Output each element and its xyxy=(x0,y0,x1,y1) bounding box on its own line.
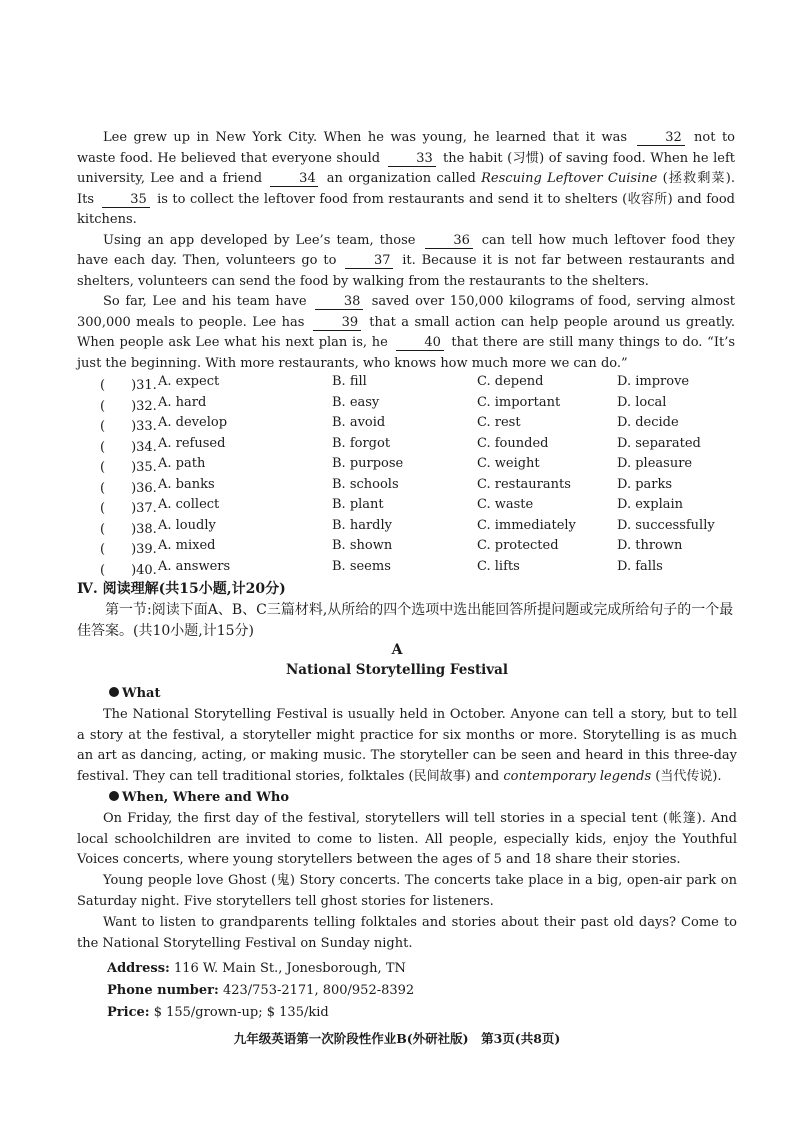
option-row-35 xyxy=(100,456,740,477)
option-b: B. seems xyxy=(332,558,391,574)
option-d: D. parks xyxy=(617,476,673,492)
option-row-38 xyxy=(100,518,740,539)
option-b: B. fill xyxy=(332,374,367,389)
cloze-paragraph-1: Lee grew up in New York City. When he was young, he learned that it was 32 not to waste food. He believed that everyone should 33 the habit (习惯) of saving food. When he left university, Lee and a friend 34 an organization called Rescuing Leftover Cuisine (拯救剩菜). Its 35 is to collect the leftover food from restaurants and send it to shelters (收容所) and food kitchens. xyxy=(77,130,735,227)
blank-37: 37 xyxy=(345,253,393,269)
option-c: C. lifts xyxy=(477,558,520,574)
phone-line: Phone number: 423/753-2171, 800/952-8392 xyxy=(107,983,415,998)
option-d: D. thrown xyxy=(617,538,683,553)
what-paragraph: The National Storytelling Festival is usually held in October. Anyone can tell a story, but to tell a story at the festival, a storyteller might practice for six months or more. Storytelling is as much an art as dancing, acting, or making music. The storyteller can be seen and heard in this three-day festival. They can tell traditional stories, folktales (民间故事) and contemporary legends (当代传说). xyxy=(77,706,737,785)
option-a: A. banks xyxy=(158,476,215,492)
question-number: ( )32. xyxy=(100,398,157,414)
what-heading: What xyxy=(77,684,737,705)
option-row-34 xyxy=(100,436,740,457)
blank-33: 33 xyxy=(388,151,436,167)
question-number: ( )35. xyxy=(100,460,157,475)
blank-38: 38 xyxy=(315,294,363,310)
option-a: A. hard xyxy=(158,394,207,410)
blank-34: 34 xyxy=(270,171,318,187)
blank-35: 35 xyxy=(102,192,150,208)
option-a: A. loudly xyxy=(158,517,216,533)
passage-paragraph-3: Want to listen to grandparents telling folktales and stories about their past old days? Come to the National Storytelling Festival on Sunday night. xyxy=(77,914,737,951)
option-row-31 xyxy=(100,374,740,395)
cloze-paragraph-2: Using an app developed by Lee’s team, those 36 can tell how much leftover food they have each day. Then, volunteers go to 37 it. Because it is not far between restaurants and shelters, volunteers can send the food by walking from the restaurants to the shelters. xyxy=(77,232,736,289)
option-d: D. local xyxy=(617,394,667,410)
question-number: ( )33. xyxy=(100,419,157,434)
organization-name: Rescuing Leftover Cuisine xyxy=(481,171,658,186)
option-c: C. important xyxy=(477,394,561,410)
option-b: B. schools xyxy=(332,476,399,492)
page-footer: 九年级英语第一次阶段性作业B(外研社版) 第3页(共8页) xyxy=(233,1031,561,1046)
blank-36: 36 xyxy=(425,233,473,249)
option-row-37 xyxy=(100,497,740,518)
option-b: B. plant xyxy=(332,497,384,512)
price-line: Price: $ 155/grown-up; $ 135/kid xyxy=(107,1005,329,1020)
option-a: A. refused xyxy=(158,435,226,451)
reading-passage xyxy=(77,684,737,954)
option-b: B. forgot xyxy=(332,435,391,451)
option-c: C. founded xyxy=(477,435,549,451)
option-c: C. rest xyxy=(477,415,521,430)
option-d: D. falls xyxy=(617,558,663,574)
option-d: D. separated xyxy=(617,435,701,451)
address-line: Address: 116 W. Main St., Jonesborough, TN xyxy=(107,961,406,976)
question-number: ( )40. xyxy=(100,562,157,578)
bullet-icon xyxy=(109,687,119,697)
blank-40: 40 xyxy=(396,335,444,351)
option-d: D. decide xyxy=(617,415,679,430)
when-heading: When, Where and Who xyxy=(77,788,737,809)
option-a: A. answers xyxy=(158,558,231,574)
option-b: B. easy xyxy=(332,394,380,410)
option-c: C. protected xyxy=(477,538,559,553)
option-b: B. avoid xyxy=(332,415,386,430)
option-d: D. improve xyxy=(617,374,690,389)
option-row-39 xyxy=(100,538,740,559)
option-a: A. collect xyxy=(158,497,220,512)
option-b: B. purpose xyxy=(332,456,404,471)
blank-39: 39 xyxy=(313,315,361,331)
option-b: B. shown xyxy=(332,538,393,553)
section-instruction: 第一节:阅读下面A、B、C三篇材料,从所给的四个选项中选出能回答所提问题或完成所给句子的一个最佳答案。(共10小题,计15分) xyxy=(77,602,734,639)
passage-paragraph-1: On Friday, the first day of the festival, storytellers will tell stories in a special tent (帐篷). And local schoolchildren are invited to come to listen. All people, especially kids, enjoy the Youthful Voices concerts, where young storytellers between the ages of 5 and 18 share their stories. xyxy=(77,810,737,868)
option-d: D. successfully xyxy=(617,517,715,533)
section-title: Ⅳ. 阅读理解(共15小题,计20分) xyxy=(77,581,286,597)
option-row-32 xyxy=(100,395,740,416)
festival-info xyxy=(107,958,414,1024)
question-number: ( )36. xyxy=(100,480,157,496)
passage-paragraph-2: Young people love Ghost (鬼) Story concerts. The concerts take place in a big, open-air park on Saturday night. Five storytellers tell ghost stories for listeners. xyxy=(77,873,737,909)
option-a: A. expect xyxy=(158,374,220,389)
option-c: C. weight xyxy=(477,456,540,471)
cloze-paragraph-3: So far, Lee and his team have 38 saved over 150,000 kilograms of food, serving almost 300,000 meals to people. Lee has 39 that a small action can help people around us greatly. When people ask Lee what his next plan is, he 40 that there are still many things to do. “It’s just the beginning. With more restaurants, who knows how much more we can do.” xyxy=(77,294,736,371)
option-c: C. restaurants xyxy=(477,476,571,492)
question-number: ( )37. xyxy=(100,501,157,516)
italic-term: contemporary legends xyxy=(503,769,652,785)
options-table xyxy=(100,374,740,579)
option-row-33 xyxy=(100,415,740,436)
question-number: ( )31. xyxy=(100,378,157,393)
option-row-40 xyxy=(100,559,740,580)
cloze-passage xyxy=(77,128,735,374)
passage-title: National Storytelling Festival xyxy=(285,662,509,678)
option-b: B. hardly xyxy=(332,517,392,533)
option-d: D. explain xyxy=(617,497,684,512)
option-a: A. path xyxy=(158,456,206,471)
option-a: A. mixed xyxy=(158,538,216,553)
option-d: D. pleasure xyxy=(617,456,693,471)
option-c: C. waste xyxy=(477,497,534,512)
question-number: ( )34. xyxy=(100,439,157,455)
passage-label: A xyxy=(391,642,403,658)
blank-32: 32 xyxy=(637,130,685,146)
question-number: ( )38. xyxy=(100,521,157,537)
question-number: ( )39. xyxy=(100,542,157,557)
option-c: C. immediately xyxy=(477,517,576,533)
option-row-36 xyxy=(100,477,740,498)
bullet-icon xyxy=(109,791,119,801)
option-a: A. develop xyxy=(158,415,228,430)
option-c: C. depend xyxy=(477,374,544,389)
